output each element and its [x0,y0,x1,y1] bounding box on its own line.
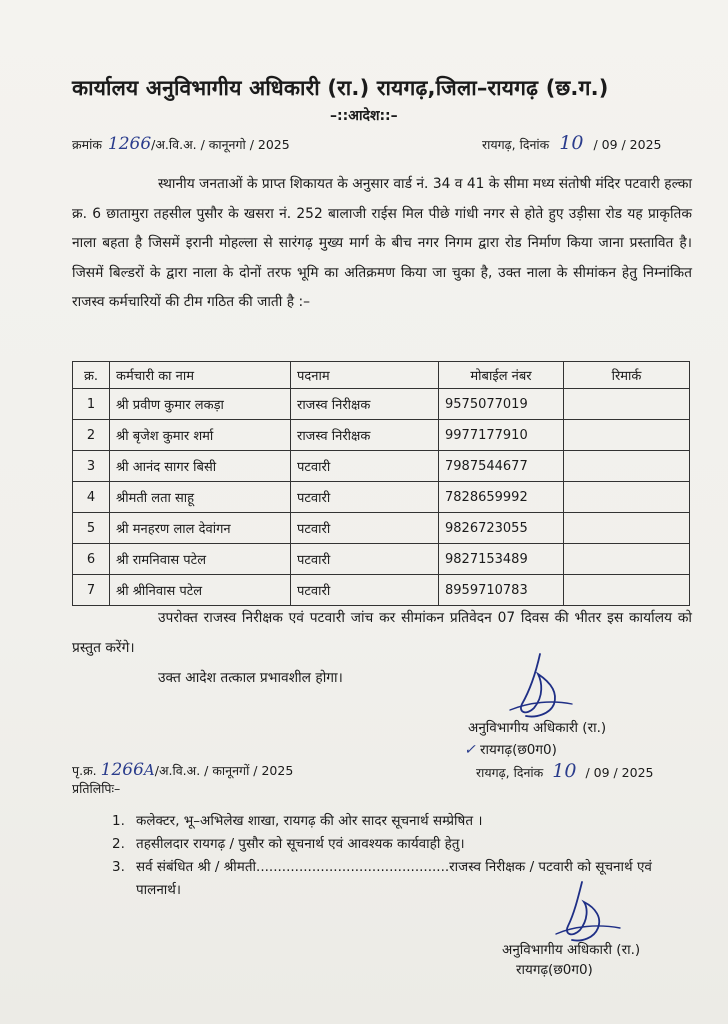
cell-remark [564,544,690,575]
cell-serial: 5 [73,513,110,544]
cell-mobile: 9977177910 [439,420,564,451]
table-row [73,420,690,451]
signatory-designation-2: अनुविभागीय अधिकारी (रा.) [502,942,641,958]
cell-designation: राजस्व निरीक्षक [291,420,439,451]
cell-name: श्री आनंद सागर बिसी [110,451,291,482]
ref-label: क्रमांक [72,137,102,152]
cell-remark [564,389,690,420]
cell-mobile: 9827153489 [439,544,564,575]
cell-name: श्रीमती लता साहू [110,482,291,513]
signatory-place-2: रायगढ़(छ0ग0) [516,962,593,978]
cell-name: श्री रामनिवास पटेल [110,544,291,575]
office-title: कार्यालय अनुविभागीय अधिकारी (रा.) रायगढ़,जिला–रायगढ़ (छ.ग.) [72,76,609,100]
ref-suffix: /अ.वि.अ. / कानूनगो / 2025 [151,137,290,152]
order-date [482,132,662,154]
list-item: 3. सर्व संबंधित श्री / श्रीमती.............................................राजस्व निरीक्षक / पटवारी को सूचनार्थ एवं पालनार्थ। [112,859,652,898]
endorsement-ref-label: पृ.क्र. [72,763,97,778]
cell-designation: पटवारी [291,451,439,482]
endorsement-date: रायगढ़, दिनांक 10 / 09 / 2025 [476,760,654,782]
signature-scribble-1 [500,652,580,722]
order-paragraph: स्थानीय जनताओं के प्राप्त शिकायत के अनुसार वार्ड नं. 34 व 41 के सीमा मध्य संतोषी मंदिर पटवारी हल्का क्र. 6 छातामुरा तहसील पुसौर के खसरा नं. 252 बालाजी राईस मिल पीछे गांधी नगर से होते हुए उड़ीसा रोड यह प्राकृतिक नाला बहता है जिसमें इरानी मोहल्ला से सारंगढ़ मुख्य मार्ग के बीच नगर निगम द्वारा रोड निर्माण किया जाना प्रस्तावित है। जिसमें बिल्डरों के द्वारा नाला के दोनों तरफ भूमि का अतिक्रमण किया जा चुका है, उक्त नाला के सीमांकन हेतु निम्नांकित राजस्व कर्मचारियों की टीम गठित की जाती है :– [72,176,692,310]
cell-designation: पटवारी [291,513,439,544]
signatory-place-1: ✓ रायगढ़(छ0ग0) [464,742,557,758]
cell-mobile: 8959710783 [439,575,564,606]
endorsement-date-day-handwritten: 10 [552,760,577,782]
cell-remark [564,420,690,451]
cell-mobile: 9575077019 [439,389,564,420]
header-designation: पदनाम [291,362,439,389]
date-label: रायगढ़, दिनांक [482,137,550,152]
header-name: कर्मचारी का नाम [110,362,291,389]
cell-remark [564,451,690,482]
table-header-row [73,362,690,389]
cell-name: श्री श्रीनिवास पटेल [110,575,291,606]
endorsement-reference [72,760,293,780]
order-heading: –::आदेश::– [330,108,398,124]
list-item: 1. कलेक्टर, भू–अभिलेख शाखा, रायगढ़ की ओर सादर सूचनार्थ सम्प्रेषित । [112,813,483,829]
cell-serial: 3 [73,451,110,482]
cell-mobile: 9826723055 [439,513,564,544]
signature-scribble-2 [548,880,628,946]
cell-name: श्री मनहरण लाल देवांगन [110,513,291,544]
staff-table [72,361,690,606]
instruction-paragraph: उपरोक्त राजस्व निरीक्षक एवं पटवारी जांच कर सीमांकन प्रतिवेदन 07 दिवस की भीतर इस कार्यालय को प्रस्तुत करेंगे। [72,610,692,656]
table-row [73,544,690,575]
date-day-handwritten: 10 [559,132,584,154]
table-row [73,482,690,513]
cell-designation: राजस्व निरीक्षक [291,389,439,420]
signatory-designation-1: अनुविभागीय अधिकारी (रा.) [468,720,607,736]
cell-name: श्री बृजेश कुमार शर्मा [110,420,291,451]
cell-designation: पटवारी [291,544,439,575]
cell-serial: 2 [73,420,110,451]
cell-serial: 6 [73,544,110,575]
list-item: 2. तहसीलदार रायगढ़ / पुसौर को सूचनार्थ एवं आवश्यक कार्यवाही हेतु। [112,836,465,852]
cell-name: श्री प्रवीण कुमार लकड़ा [110,389,291,420]
ref-number-handwritten: 1266 [107,134,152,154]
cell-serial: 1 [73,389,110,420]
header-serial: क्र. [73,362,110,389]
endorsement-ref-number-handwritten: 1266 [100,760,144,780]
cell-serial: 4 [73,482,110,513]
cell-remark [564,482,690,513]
reference-line [72,134,290,154]
effective-line: उक्त आदेश तत्काल प्रभावशील होगा। [158,670,343,686]
header-mobile: मोबाईल नंबर [439,362,564,389]
header-remark: रिमार्क [564,362,690,389]
cell-mobile: 7828659992 [439,482,564,513]
initial-mark-icon: ✓ [464,742,476,758]
copy-label: प्रतिलिपिः– [72,781,121,796]
table-row [73,513,690,544]
table-row [73,389,690,420]
endorsement-ref-suffix: /अ.वि.अ. / कानूनगों / 2025 [154,763,294,778]
cell-remark [564,575,690,606]
cell-serial: 7 [73,575,110,606]
table-row [73,575,690,606]
cell-designation: पटवारी [291,575,439,606]
cell-designation: पटवारी [291,482,439,513]
table-row [73,451,690,482]
cell-remark [564,513,690,544]
endorsement-ref-mark: A [143,761,155,779]
date-rest: / 09 / 2025 [593,137,662,152]
cell-mobile: 7987544677 [439,451,564,482]
